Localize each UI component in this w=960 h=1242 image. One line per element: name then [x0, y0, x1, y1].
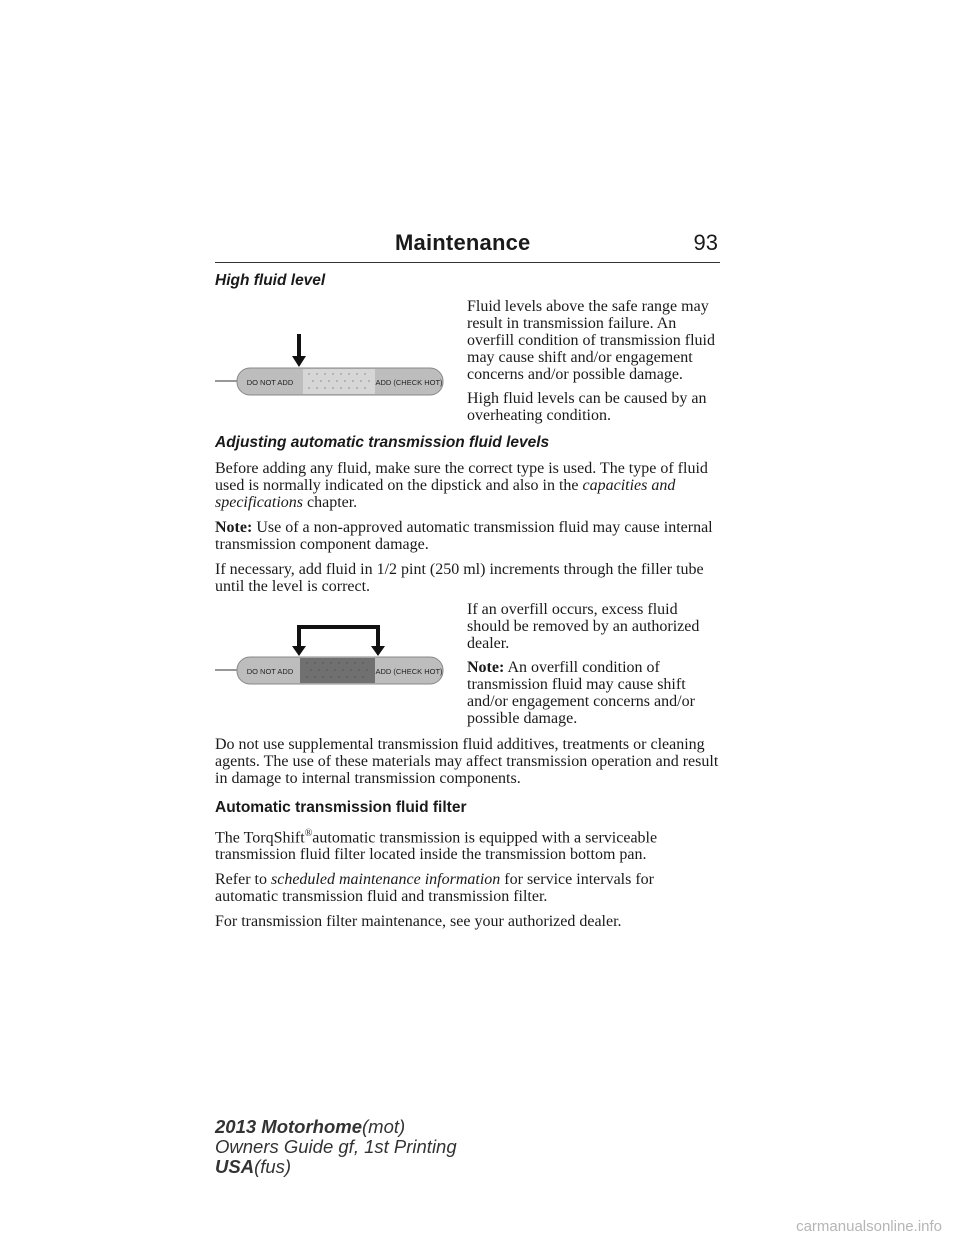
left-arrow-icon: [292, 646, 306, 656]
overfill-note: [467, 659, 720, 727]
footer-market: USA: [215, 1156, 255, 1177]
footer-line-2: Owners Guide gf, 1st Printing: [215, 1136, 457, 1157]
dipstick-high-illustration: [215, 334, 455, 404]
right-arrow-icon: [371, 646, 385, 656]
note-label: Note:: [467, 659, 505, 676]
dipstick-do-not-add-label: DO NOT ADD: [246, 378, 294, 387]
note-text: Use of a non-approved automatic transmission fluid may cause internal transmission component damage.: [215, 519, 713, 553]
dipstick-add-label: ADD (CHECK HOT): [375, 378, 443, 387]
high-fluid-paragraph-2: High fluid levels can be caused by an overheating condition.: [467, 390, 707, 424]
adjusting-paragraph-3: If necessary, add fluid in 1/2 pint (250 ml) increments through the filler tube until the level is correct.: [215, 561, 704, 595]
watermark-text: carmanualsonline.info: [796, 1218, 942, 1235]
filter-p2-tail: for service intervals for automatic transmission fluid and transmission filter.: [215, 871, 654, 906]
level-arrow-icon: [292, 356, 306, 367]
footer-market-code: (fus): [254, 1156, 292, 1177]
filter-paragraph-2: [215, 871, 720, 905]
adjusting-paragraph-1: [215, 460, 720, 511]
filter-paragraph-3: For transmission filter maintenance, see your authorized dealer.: [215, 913, 622, 931]
scheduled-maintenance-reference: scheduled maintenance information: [270, 871, 501, 889]
high-fluid-heading: High fluid level: [215, 272, 326, 289]
page-footer: [215, 1117, 457, 1177]
filter-heading: Automatic transmission fluid filter: [215, 799, 467, 816]
adjusting-note: [215, 519, 720, 553]
high-fluid-text: [467, 298, 720, 424]
torqshift-name: The TorqShift: [215, 829, 305, 847]
page-header: [215, 228, 720, 263]
dipstick-overfill-figure: [215, 623, 455, 698]
overfill-row: [215, 601, 720, 727]
dipstick-overfill-illustration: [215, 623, 455, 693]
page-content: [215, 272, 720, 930]
capacities-reference: capacities and specifications: [215, 477, 676, 511]
overfill-paragraph: If an overfill occurs, excess fluid should be removed by an authorized dealer.: [467, 601, 700, 652]
footer-model-code: (mot): [362, 1116, 406, 1137]
section-title: Maintenance: [395, 230, 531, 255]
adjusting-p1-text: Before adding any fluid, make sure the correct type is used. The type of fluid used is normally indicated on the dipstick and also in the: [215, 460, 708, 494]
refer-to-text: Refer to: [215, 871, 267, 889]
registered-mark: ®: [304, 828, 313, 839]
high-fluid-paragraph-1: Fluid levels above the safe range may result in transmission failure. An overfill condition of transmission fluid may cause shift and/or engagement concerns and/or possible damage.: [467, 298, 715, 383]
footer-line-3: [215, 1157, 457, 1177]
adjusting-p1-tail: chapter.: [306, 494, 358, 511]
filter-p1-text: automatic transmission is equipped with a serviceable transmission fluid filter located inside the transmission bottom pan.: [215, 829, 658, 864]
overfill-bracket: [299, 627, 378, 648]
dipstick-high-figure: [215, 334, 455, 409]
overfill-text: [467, 601, 720, 727]
high-fluid-row: [215, 298, 720, 424]
dipstick-do-not-add-label: DO NOT ADD: [246, 667, 294, 676]
footer-line-1: [215, 1117, 457, 1137]
page-number: 93: [693, 230, 718, 255]
dipstick-add-label: ADD (CHECK HOT): [375, 667, 443, 676]
note-label: Note:: [215, 519, 253, 536]
adjusting-heading: Adjusting automatic transmission fluid levels: [215, 434, 550, 451]
footer-model: 2013 Motorhome: [215, 1116, 363, 1137]
additives-paragraph: Do not use supplemental transmission fluid additives, treatments or cleaning agents. The use of these materials may affect transmission operation and result in damage to internal transmission components.: [215, 736, 719, 787]
dipstick-hatched-zone: [303, 369, 375, 394]
overfill-note-text: An overfill condition of transmission fluid may cause shift and/or engagement concerns and/or possible damage.: [467, 659, 695, 727]
filter-paragraph-1: [215, 825, 720, 863]
